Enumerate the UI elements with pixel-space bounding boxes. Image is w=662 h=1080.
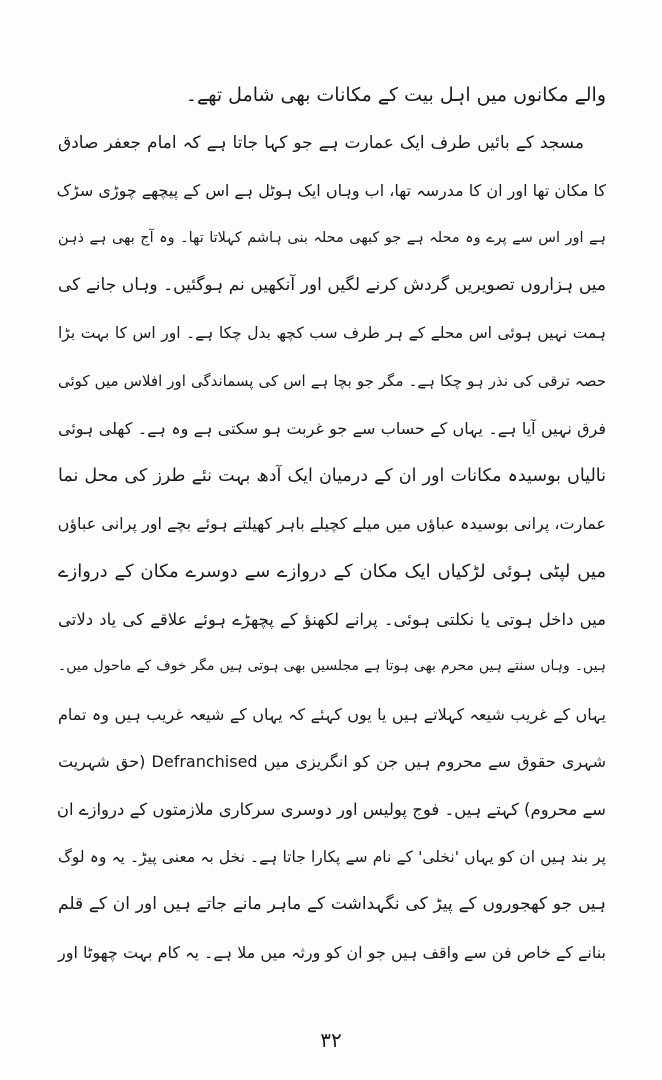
- text-line: میں لپٹی ہوئی لڑکیاں ایک مکان کے دروازے سے دوسرے مکان کے دروازے: [58, 560, 606, 582]
- text-line: میں داخل ہوتی یا نکلتی ہوئی۔ پرانے لکھنؤ کے پچھڑے ہوئے علاقے کی یاد دلاتی: [58, 609, 606, 629]
- text-line: سے محروم) کہتے ہیں۔ فوج پولیس اور دوسری سرکاری ملازمتوں کے دروازے ان: [56, 799, 606, 819]
- body-text: [58, 72, 606, 976]
- text-line: ہے اور اس سے پرے وہ محلہ ہے جو کبھی محلہ بنی ہاشم کہلاتا تھا۔ وہ آج بھی ہے ذہن: [58, 229, 606, 246]
- text-line: پر بند ہیں ان کو یہاں 'نخلی' کے نام سے پکارا جاتا ہے۔ نخل بہ معنی پیڑ۔ یہ وہ لوگ: [58, 847, 606, 866]
- text-line: بنانے کے خاص فن سے واقف ہیں جو ان کو ورثہ میں ملا ہے۔ یہ کام بہت چھوٹا اور: [58, 942, 606, 962]
- text-line: کا مکان تھا اور ان کا مدرسہ تھا، اب وہاں ایک ہوٹل ہے اس کے پیچھے چوڑی سڑک: [56, 181, 606, 201]
- text-line: شہری حقوق سے محروم ہیں جن کو انگریزی میں Defranchised (حق شہریت: [58, 752, 607, 772]
- text-line: ہمت نہیں ہوئی اس محلے کے ہر طرف سب کچھ بدل چکا ہے۔ اور اس کا بہت بڑا: [58, 323, 606, 342]
- text-line: ہیں جو کھجوروں کے پیڑ کی نگہداشت کے ماہر مانے جاتے ہیں اور ان کے قلم: [58, 894, 606, 915]
- text-line: مسجد کے بائیں طرف ایک عمارت ہے جو کہا جاتا ہے کہ امام جعفر صادق: [58, 132, 584, 153]
- text-line: میں ہزاروں تصویریں گردش کرنے لگیں اور آنکھیں نم ہوگئیں۔ وہاں جانے کی: [58, 275, 606, 296]
- text-line: ہیں۔ وہاں سنتے ہیں محرم بھی ہوتا ہے مجلسیں بھی ہوتی ہیں مگر خوف کے ماحول میں۔: [58, 658, 606, 675]
- text-line: فرق نہیں آیا ہے۔ یہاں کے حساب سے جو غربت ہو سکتی ہے وہ ہے۔ کھلی ہوئی: [58, 419, 606, 439]
- text-line: عمارت، پرانی بوسیدہ عباؤں میں میلے کچیلے باہر کھیلتے ہوئے بچے اور پرانی عباؤں: [57, 514, 606, 534]
- text-line: یہاں کے غریب شیعہ کہلاتے ہیں یا یوں کہئے کہ یہاں کے شیعہ غریب ہیں وہ تمام: [58, 704, 606, 724]
- page-number: ۳۲: [320, 1028, 342, 1052]
- text-line: حصہ ترقی کی نذر ہو چکا ہے۔ مگر جو بچا ہے اس کی پسماندگی اور افلاس میں کوئی: [58, 371, 606, 390]
- text-line: والے مکانوں میں اہل بیت کے مکانات بھی شامل تھے۔: [185, 84, 606, 106]
- text-line: نالیاں بوسیدہ مکانات اور ان کے درمیان ایک آدھ بہت نئے طرز کی محل نما: [58, 465, 606, 486]
